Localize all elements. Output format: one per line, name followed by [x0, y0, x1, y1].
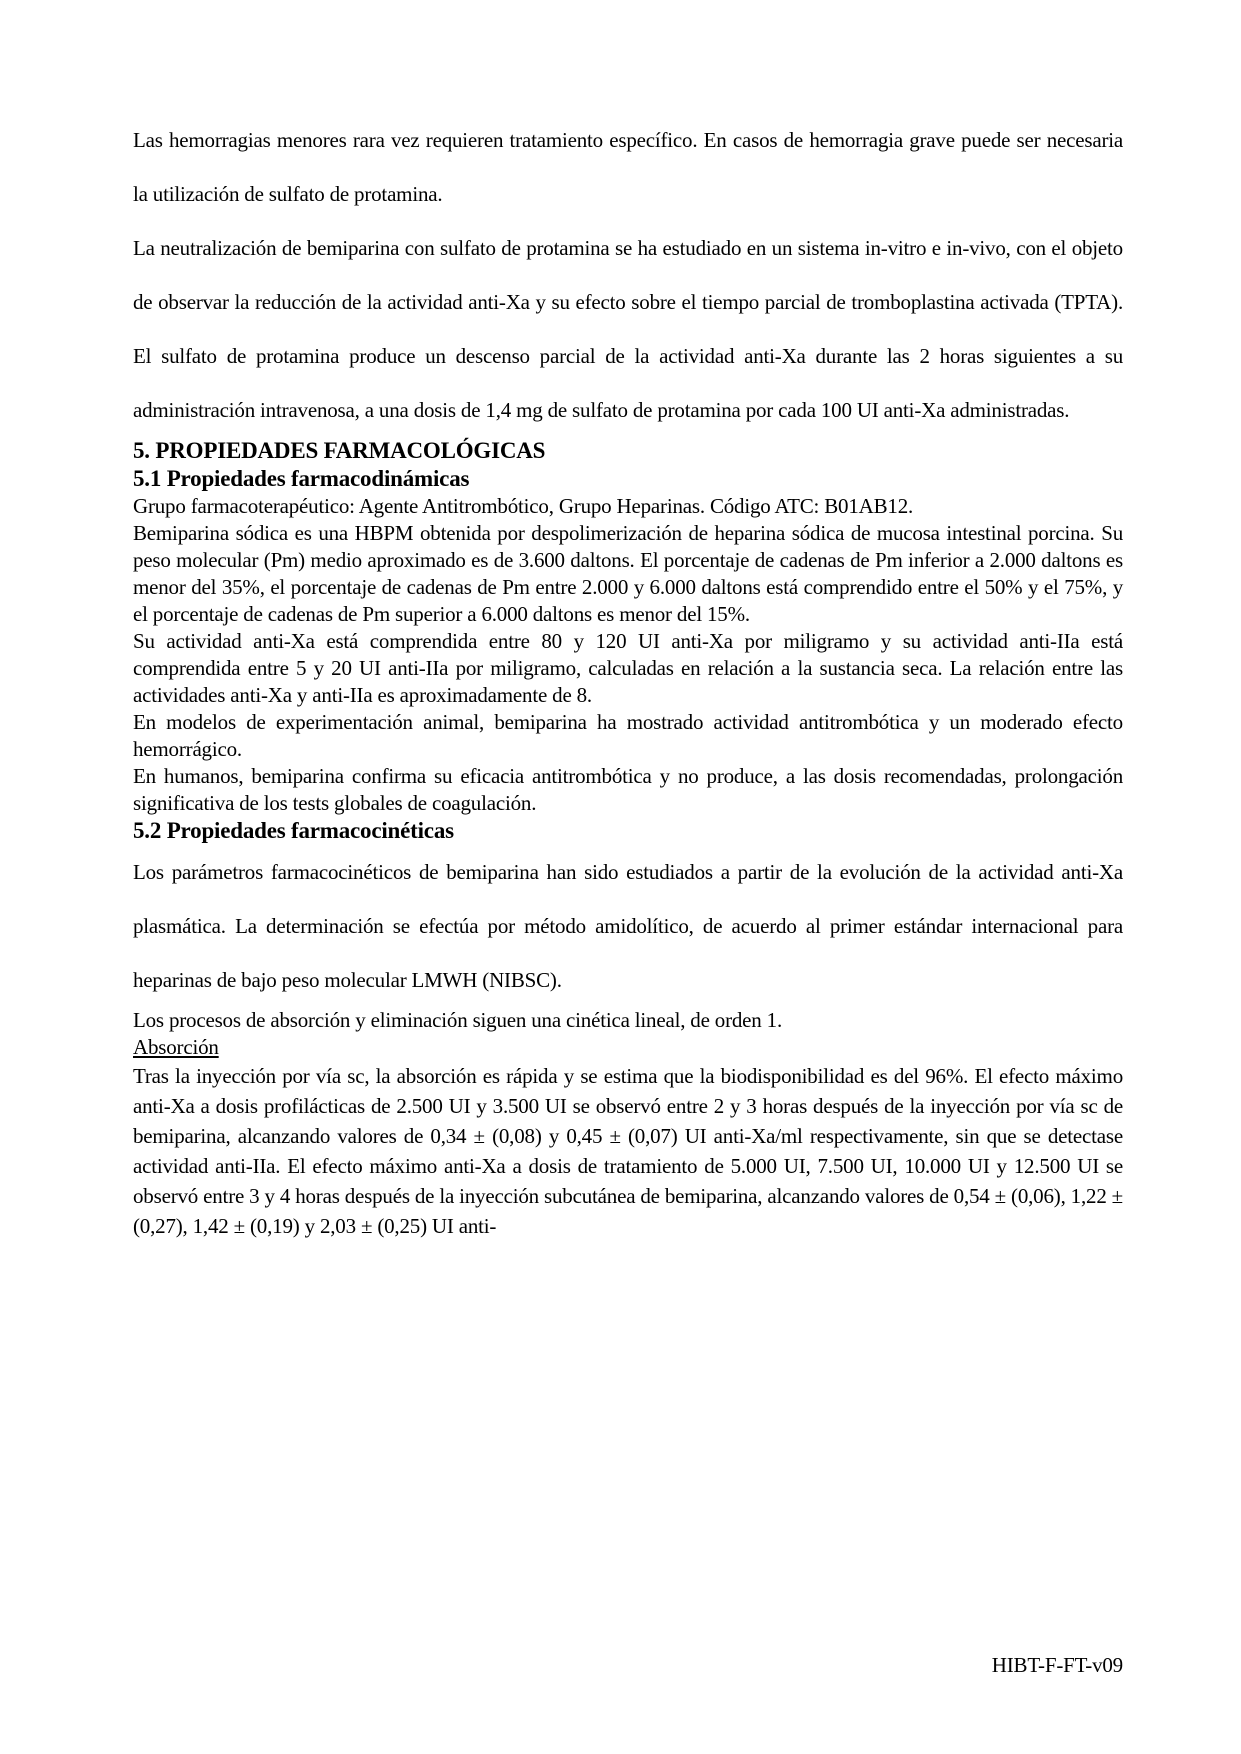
heading-absorcion-label: Absorción — [133, 1035, 219, 1059]
paragraph-tras-inyeccion: Tras la inyección por vía sc, la absorción es rápida y se estima que la biodisponibilidad es del 96%. El efecto máximo anti-Xa a dosis profilácticas de 2.500 UI y 3.500 UI se observó entre 2 y 3 horas después de la inyección por vía sc de bemiparina, alcanzando valores de 0,34 ± (0,08) y 0,45 ± (0,07) UI anti-Xa/ml respectivamente, sin que se detectase actividad anti-IIa. El efecto máximo anti-Xa a dosis de tratamiento de 5.000 UI, 7.500 UI, 10.000 UI y 12.500 UI se observó entre 3 y 4 horas después de la inyección subcutánea de bemiparina, alcanzando valores de 0,54 ± (0,06), 1,22 ± (0,27), 1,42 ± (0,19) y 2,03 ± (0,25) UI anti- — [133, 1064, 1123, 1238]
document-content — [133, 0, 1123, 1241]
footer-document-code: HIBT-F-FT-v09 — [991, 1653, 1123, 1677]
paragraph-grupo-farmacoterapeutico: Grupo farmacoterapéutico: Agente Antitrombótico, Grupo Heparinas. Código ATC: B01AB12. — [133, 494, 914, 518]
paragraph-en-humanos: En humanos, bemiparina confirma su eficacia antitrombótica y no produce, a las dosis recomendadas, prolongación significativa de los tests globales de coagulación. — [133, 764, 1123, 815]
paragraph-procesos-absorcion: Los procesos de absorción y eliminación siguen una cinética lineal, de orden 1. — [133, 1008, 782, 1032]
paragraph-actividad-anti-xa: Su actividad anti-Xa está comprendida entre 80 y 120 UI anti-Xa por miligramo y su actividad anti-IIa está comprendida entre 5 y 20 UI anti-IIa por miligramo, calculadas en relación a la sustancia seca. La relación entre las actividades anti-Xa y anti-IIa es aproximadamente de 8. — [133, 629, 1123, 707]
heading-propiedades-farmacocineticas: 5.2 Propiedades farmacocinéticas — [133, 818, 454, 843]
heading-propiedades-farmacodinamicas: 5.1 Propiedades farmacodinámicas — [133, 466, 470, 491]
paragraph-neutralizacion-protamina: La neutralización de bemiparina con sulfato de protamina se ha estudiado en un sistema in-vitro e in-vivo, con el objeto de observar la reducción de la actividad anti-Xa y su efecto sobre el tiempo parcial de tromboplastina activada (TPTA). El sulfato de protamina produce un descenso parcial de la actividad anti-Xa durante las 2 horas siguientes a su administración intravenosa, a una dosis de 1,4 mg de sulfato de protamina por cada 100 UI anti-Xa administradas. — [133, 236, 1123, 422]
heading-propiedades-farmacologicas: 5. PROPIEDADES FARMACOLÓGICAS — [133, 438, 546, 463]
paragraph-hemorragias-menores: Las hemorragias menores rara vez requieren tratamiento específico. En casos de hemorragia grave puede ser necesaria la utilización de sulfato de protamina. — [133, 128, 1123, 206]
paragraph-bemiparina-sodica: Bemiparina sódica es una HBPM obtenida por despolimerización de heparina sódica de mucosa intestinal porcina. Su peso molecular (Pm) medio aproximado es de 3.600 daltons. El porcentaje de cadenas de Pm inferior a 2.000 daltons es menor del 35%, el porcentaje de cadenas de Pm entre 2.000 y 6.000 daltons está comprendido entre el 50% y el 75%, y el porcentaje de cadenas de Pm superior a 6.000 daltons es menor del 15%. — [133, 521, 1123, 626]
paragraph-modelos-experimentacion: En modelos de experimentación animal, bemiparina ha mostrado actividad antitrombótica y un moderado efecto hemorrágico. — [133, 710, 1123, 761]
paragraph-parametros-farmacocineticos: Los parámetros farmacocinéticos de bemiparina han sido estudiados a partir de la evolución de la actividad anti-Xa plasmática. La determinación se efectúa por método amidolítico, de acuerdo al primer estándar internacional para heparinas de bajo peso molecular LMWH (NIBSC). — [133, 860, 1123, 992]
heading-absorcion — [133, 1034, 1123, 1061]
